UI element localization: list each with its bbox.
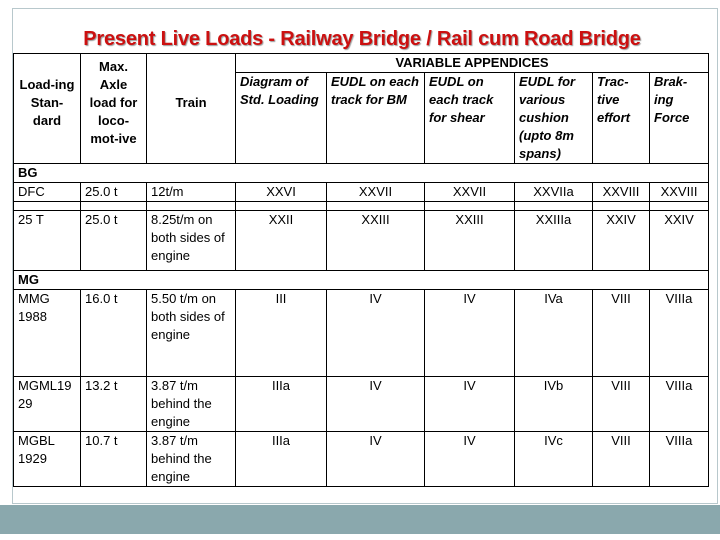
cell-eudl-bm: XXVII	[327, 183, 425, 202]
cell-eudl-cushion: IVa	[515, 290, 593, 377]
cell-eudl-shear: XXVII	[425, 183, 515, 202]
cell-braking: VIIIa	[650, 377, 709, 432]
cell-train: 8.25t/m on both sides of engine	[147, 211, 236, 271]
cell-diagram: III	[236, 290, 327, 377]
cell-eudl-bm: XXIII	[327, 211, 425, 271]
cell-diagram: XXVI	[236, 183, 327, 202]
cell-diagram: IIIa	[236, 432, 327, 487]
header-train: Train	[147, 54, 236, 164]
cell-eudl-shear: IV	[425, 432, 515, 487]
cell-tractive: XXIV	[593, 211, 650, 271]
cell-eudl-cushion: IVb	[515, 377, 593, 432]
slide-title: Present Live Loads - Railway Bridge / Rail cum Road Bridge	[83, 28, 641, 50]
header-eudl-shear: EUDL on each track for shear	[425, 73, 515, 164]
cell-braking: VIIIa	[650, 432, 709, 487]
cell-diagram: IIIa	[236, 377, 327, 432]
cell-braking: XXIV	[650, 211, 709, 271]
spacer-row	[14, 202, 709, 211]
section-bg: BG	[14, 164, 709, 183]
cell-eudl-bm: IV	[327, 432, 425, 487]
header-braking-force: Brak-ing Force	[650, 73, 709, 164]
cell-train: 12t/m	[147, 183, 236, 202]
cell-train: 3.87 t/m behind the engine	[147, 377, 236, 432]
header-max-axle-load: Max. Axle load for loco-mot-ive	[81, 54, 147, 164]
cell-eudl-bm: IV	[327, 377, 425, 432]
cell-eudl-shear: XXIII	[425, 211, 515, 271]
header-variable-appendices: VARIABLE APPENDICES	[236, 54, 709, 73]
cell-axle: 25.0 t	[81, 211, 147, 271]
live-loads-table	[13, 53, 709, 487]
cell-axle: 10.7 t	[81, 432, 147, 487]
cell-tractive: VIII	[593, 377, 650, 432]
header-eudl-bm: EUDL on each track for BM	[327, 73, 425, 164]
cell-tractive: VIII	[593, 432, 650, 487]
cell-eudl-shear: IV	[425, 290, 515, 377]
table-row	[14, 377, 709, 432]
table-row	[14, 183, 709, 202]
cell-eudl-cushion: XXVIIa	[515, 183, 593, 202]
header-loading-standard: Load-ing Stan-dard	[14, 54, 81, 164]
cell-tractive: XXVIII	[593, 183, 650, 202]
cell-axle: 25.0 t	[81, 183, 147, 202]
cell-standard: DFC	[14, 183, 81, 202]
cell-eudl-cushion: IVc	[515, 432, 593, 487]
header-diagram: Diagram of Std. Loading	[236, 73, 327, 164]
cell-standard: MGBL 1929	[14, 432, 81, 487]
cell-standard: 25 T	[14, 211, 81, 271]
section-mg: MG	[14, 271, 709, 290]
table-row	[14, 211, 709, 271]
table-row	[14, 290, 709, 377]
cell-diagram: XXII	[236, 211, 327, 271]
cell-axle: 13.2 t	[81, 377, 147, 432]
cell-tractive: VIII	[593, 290, 650, 377]
cell-braking: VIIIa	[650, 290, 709, 377]
cell-eudl-shear: IV	[425, 377, 515, 432]
cell-eudl-cushion: XXIIIa	[515, 211, 593, 271]
cell-braking: XXVIII	[650, 183, 709, 202]
header-eudl-cushion: EUDL for various cushion (upto 8m spans)	[515, 73, 593, 164]
footer-bar	[0, 505, 720, 534]
cell-eudl-bm: IV	[327, 290, 425, 377]
cell-standard: MGML1929	[14, 377, 81, 432]
cell-train: 3.87 t/m behind the engine	[147, 432, 236, 487]
header-tractive-effort: Trac-tive effort	[593, 73, 650, 164]
cell-axle: 16.0 t	[81, 290, 147, 377]
cell-train: 5.50 t/m on both sides of engine	[147, 290, 236, 377]
table-row	[14, 432, 709, 487]
cell-standard: MMG 1988	[14, 290, 81, 377]
